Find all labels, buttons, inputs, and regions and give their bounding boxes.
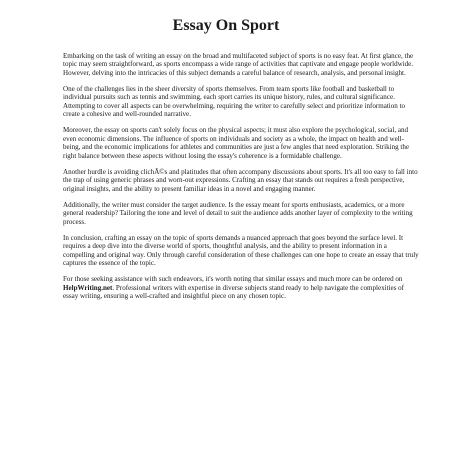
paragraph-audience: Additionally, the writer must consider the target audience. Is the essay meant for sports enthusiasts, academics, or a more general readership? Tailoring the tone and level of detail to suit the audience adds another layer of complexity to the writing process. xyxy=(63,200,413,226)
document-body xyxy=(63,52,419,308)
document-title: Essay On Sport xyxy=(172,17,280,34)
paragraph-cliches: Another hurdle is avoiding clichÃ©s and platitudes that often accompany discussions about sports. It's all too easy to fall into the trap of using generic phrases and worn-out expressions. Crafting an essay that stands out requires a fresh perspective, original insights, and the ability to present familiar ideas in a novel and engaging manner. xyxy=(63,167,418,193)
paragraph-dimensions: Moreover, the essay on sports can't solely focus on the physical aspects; it must also explore the psychological, social, and even economic dimensions. The influence of sports on individuals and society as a whole, the impact on health and well-being, and the economic implications for athletes and communities are just a few angles that need exploration. Striking the right balance between these aspects without losing the essay's coherence is a formidable challenge. xyxy=(63,126,409,160)
paragraph-closing xyxy=(63,275,419,300)
paragraph-conclusion: In conclusion, crafting an essay on the topic of sports demands a nuanced approach that goes beyond the surface level. It requires a deep dive into the diverse world of sports, thoughtful analysis, and the ability to present information in a compelling and original way. Only through careful consideration of these challenges can one hope to create an essay that truly captures the essence of the topic. xyxy=(63,233,419,268)
site-link[interactable]: HelpWriting.net xyxy=(63,283,113,292)
closing-text-after: . Professional writers with expertise in diverse subjects stand ready to help navigate the complexities of essay writing, ensuring a well-crafted and insightful piece on any chosen topic. xyxy=(63,283,404,300)
paragraph-intro: Embarking on the task of writing an essay on the broad and multifaceted subject of sports is no easy feat. At first glance, the topic may seem straightforward, as sports encompass a wide range of activities that captivate and engage people worldwide. However, delving into the intricacies of this subject demands a careful balance of research, analysis, and personal insight. xyxy=(63,52,414,77)
closing-text-before: For those seeking assistance with such endeavors, it's worth noting that similar essays and much more can be ordered on xyxy=(63,275,403,284)
paragraph-diversity: One of the challenges lies in the sheer diversity of sports themselves. From team sports like football and basketball to individual pursuits such as tennis and swimming, each sport carries its unique history, rules, and cultural significance. Attempting to cover all aspects can be overwhelming, requiring the writer to carefully select and prioritize information to create a cohesive and well-rounded narrative. xyxy=(63,84,406,119)
